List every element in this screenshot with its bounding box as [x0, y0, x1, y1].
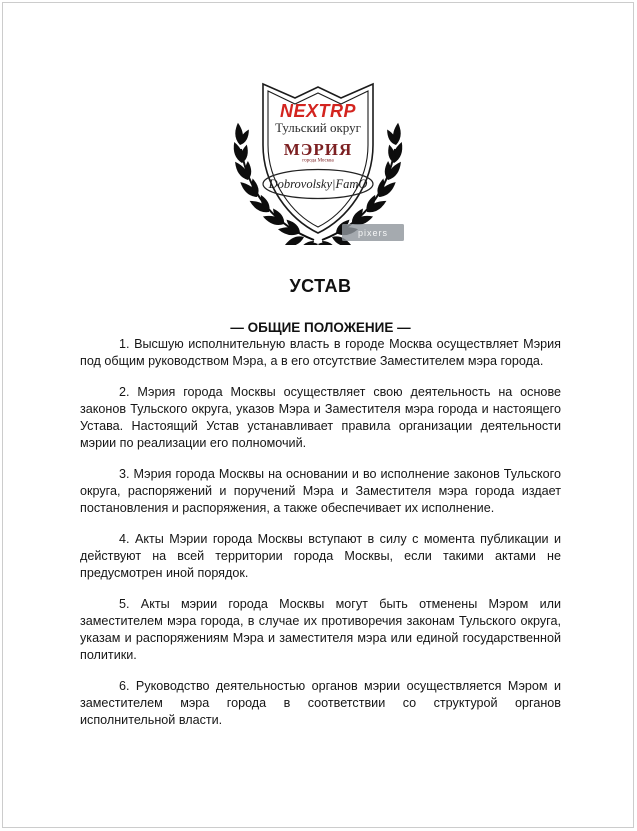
charter-paragraph-2: 2. Мэрия города Москвы осуществляет свою деятельность на основе законов Тульского округа, указов Мэра и Заместителя мэра города и настоящего Устава. Настоящий Устав устанавливает правила организации деятельности мэрии по реализации его полномочий. [80, 385, 561, 450]
watermark-text: pixers [357, 228, 389, 238]
organization-subtitle: города Москва [302, 158, 334, 164]
charter-paragraph-6: 6. Руководство деятельностью органов мэрии осуществляется Мэром и заместителем мэра города в соответствии со структурой органов исполнительной власти. [80, 679, 561, 727]
document-content [3, 276, 633, 729]
document-title: УСТАВ [289, 276, 352, 296]
stock-watermark [342, 224, 404, 241]
brand-logo-text: NEXTRP [279, 101, 357, 121]
district-name: Тульский округ [275, 120, 361, 135]
charter-paragraph-5: 5. Акты мэрии города Москвы могут быть отменены Мэром или заместителем мэра города, в случае их противоречия законам Тульского округа, указам и распоряжениям Мэра и заместителя мэра или единой государственной политики. [80, 597, 561, 662]
charter-paragraph-1: 1. Высшую исполнительную власть в городе Москва осуществляет Мэрия под общим руководством Мэра, а в его отсутствие Заместителем мэра города. [80, 337, 561, 368]
charter-paragraph-3: 3. Мэрия города Москвы на основании и во исполнение законов Тульского округа, распоряжений и поручений Мэра и Заместителя мэра города издает постановления и распоряжения, а также обеспечивает их исполнение. [80, 467, 561, 515]
mayoralty-emblem [226, 75, 410, 245]
section-heading: — ОБЩИЕ ПОЛОЖЕНИЕ — [230, 320, 411, 335]
document-page [2, 2, 634, 828]
family-name: Dobrovolsky|FamO [268, 177, 368, 191]
charter-paragraph-4: 4. Акты Мэрии города Москвы вступают в силу с момента публикации и действуют на всей территории города Москвы, если такими актами не предусмотрен иной порядок. [80, 532, 561, 580]
organization-name: МЭРИЯ [283, 140, 353, 159]
